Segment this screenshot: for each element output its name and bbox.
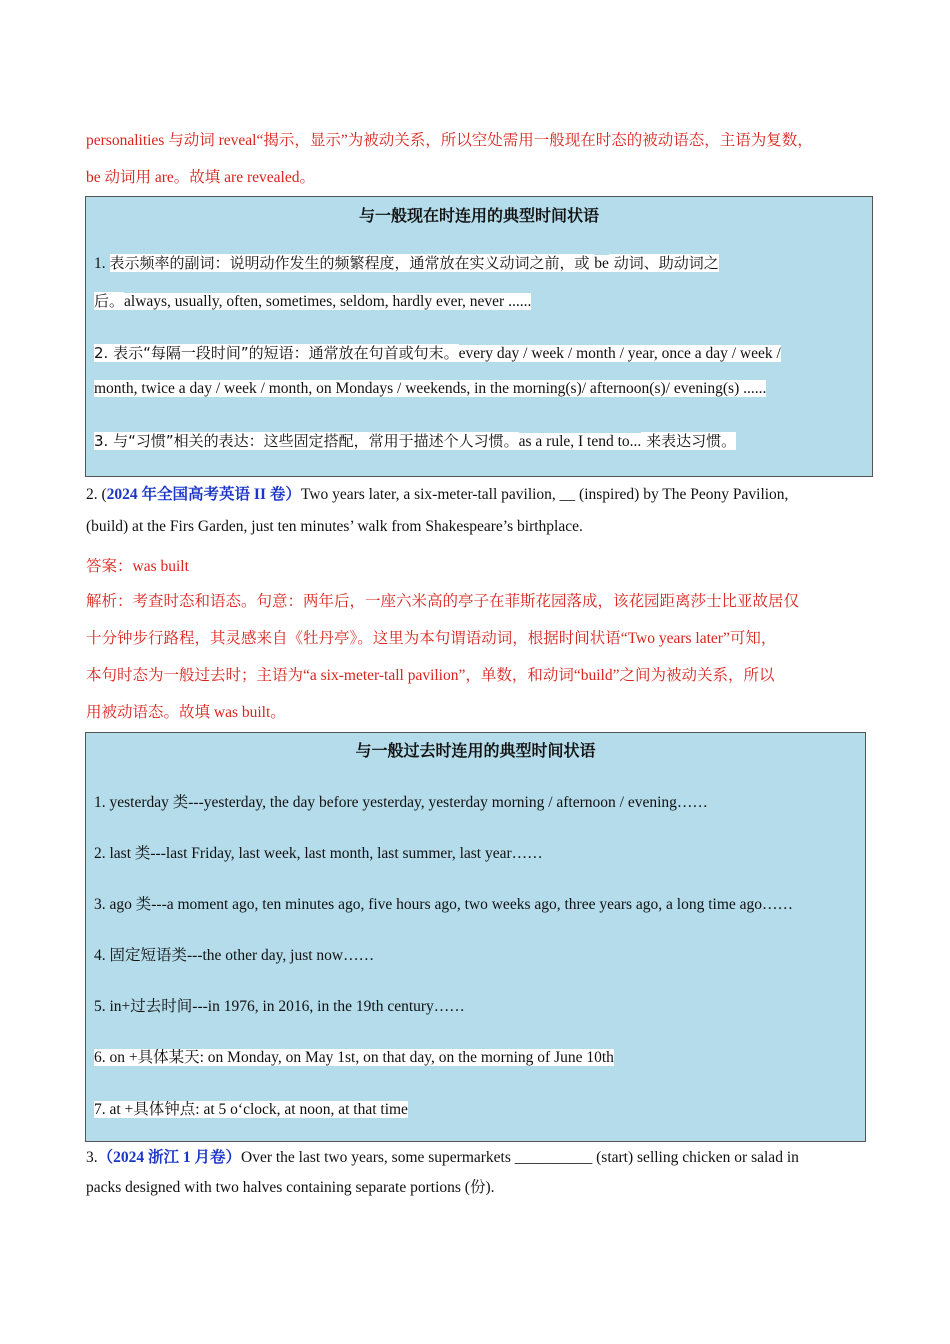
- q2-line-2: (build) at the Firs Garden, just ten minutes’ walk from Shakespeare’s birthplace.: [86, 518, 583, 535]
- q2-source: 2024 年全国高考英语 II 卷）: [106, 486, 301, 503]
- box1-item-1-text-a: 表示频率的副词：说明动作发生的频繁程度，通常放在实义动词之前，或: [109, 254, 595, 272]
- q2-answer: 答案：was built: [86, 558, 189, 575]
- box1-item-1-num: 1.: [94, 255, 110, 272]
- q2-analysis-2: 十分钟步行路程，其灵感来自《牡丹亭》。这里为本句谓语动词，根据时间状语“Two years later”可知，: [86, 630, 777, 647]
- box2-item-6: [94, 1045, 614, 1067]
- box2-item-1: 1. yesterday 类---yesterday, the day before yesterday, yesterday morning / afternoon / evening……: [94, 794, 708, 811]
- box1-item-1-line-1: [94, 252, 719, 273]
- box2-item-3: 3. ago 类---a moment ago, ten minutes ago, five hours ago, two weeks ago, three years ago, a long time ago……: [94, 896, 794, 913]
- box1-item-1-text-c: 动词、助动词之: [608, 254, 719, 272]
- present-tense-adverbials-box: [85, 196, 873, 477]
- box1-item-3: [94, 430, 736, 451]
- box1-item-1-line-2: [94, 290, 531, 311]
- box2-item-4: 4. 固定短语类---the other day, just now……: [94, 947, 375, 964]
- box1-item-2-text-b: every day / week / month / year, once a day / week /: [458, 345, 781, 362]
- q3-number: 3.: [86, 1149, 98, 1166]
- box1-item-3-text-c: 来表达习惯。: [641, 432, 737, 450]
- box1-item-2-line-1: [94, 342, 781, 363]
- q2-number: 2. (: [86, 486, 107, 503]
- box1-item-2-text-a: 2. 表示“每隔一段时间”的短语：通常放在句首或句末。: [94, 344, 459, 362]
- q2-analysis-3: 本句时态为一般过去时；主语为“a six-meter-tall pavilion”，单数，和动词“build”之间为被动关系，所以: [86, 667, 775, 684]
- q2-stem-part-1: Two years later, a six-meter-tall pavilion, __ (inspired) by The Peony Pavilion,: [300, 486, 789, 503]
- q3-source: （2024 浙江 1 月卷）: [97, 1149, 242, 1166]
- box1-item-2-line-2: [94, 380, 766, 398]
- q2-analysis-4: 用被动语态。故填 was built。: [86, 704, 286, 721]
- box2-title: 与一般过去时连用的典型时间状语: [355, 741, 596, 760]
- q2-line-1: [86, 482, 876, 504]
- box1-item-2-text-c: month, twice a day / week / month, on Mondays / weekends, in the morning(s)/ afternoon(s)/ evening(s) ......: [94, 380, 767, 397]
- q3-stem-part-1: Over the last two years, some supermarkets __________ (start) selling chicken or salad in: [241, 1149, 799, 1166]
- box1-item-3-text-b: as a rule, I tend to...: [518, 433, 642, 450]
- box2-item-2: 2. last 类---last Friday, last week, last month, last summer, last year……: [94, 845, 543, 862]
- box2-item-5: 5. in+过去时间---in 1976, in 2016, in the 19th century……: [94, 998, 465, 1015]
- past-tense-adverbials-box: [85, 732, 866, 1142]
- intro-line-1: personalities 与动词 reveal“揭示，显示”为被动关系，所以空处需用一般现在时态的被动语态，主语为复数，: [86, 132, 813, 149]
- box1-item-1-text-e: always, usually, often, sometimes, seldom, hardly ever, never ......: [124, 293, 532, 310]
- q2-analysis-1: 解析：考查时态和语态。句意：两年后，一座六米高的亭子在菲斯花园落成，该花园距离莎士比亚故居仅: [86, 593, 800, 610]
- box1-item-1-text-b: be: [594, 255, 609, 272]
- q3-line-2: packs designed with two halves containing separate portions (份).: [86, 1179, 495, 1196]
- box2-item-7: [94, 1097, 408, 1119]
- box1-item-3-text-a: 3. 与“习惯”相关的表达：这些固定搭配，常用于描述个人习惯。: [94, 432, 519, 450]
- q3-line-1: [86, 1145, 876, 1167]
- box1-title: 与一般现在时连用的典型时间状语: [358, 206, 599, 225]
- box2-item-7-text: 7. at +具体钟点: at 5 o‘clock, at noon, at that time: [94, 1101, 408, 1118]
- box2-item-6-text: 6. on +具体某天: on Monday, on May 1st, on that day, on the morning of June 10th: [94, 1049, 614, 1066]
- box1-item-1-text-d: 后。: [94, 292, 125, 310]
- intro-line-2: be 动词用 are。故填 are revealed。: [86, 169, 315, 186]
